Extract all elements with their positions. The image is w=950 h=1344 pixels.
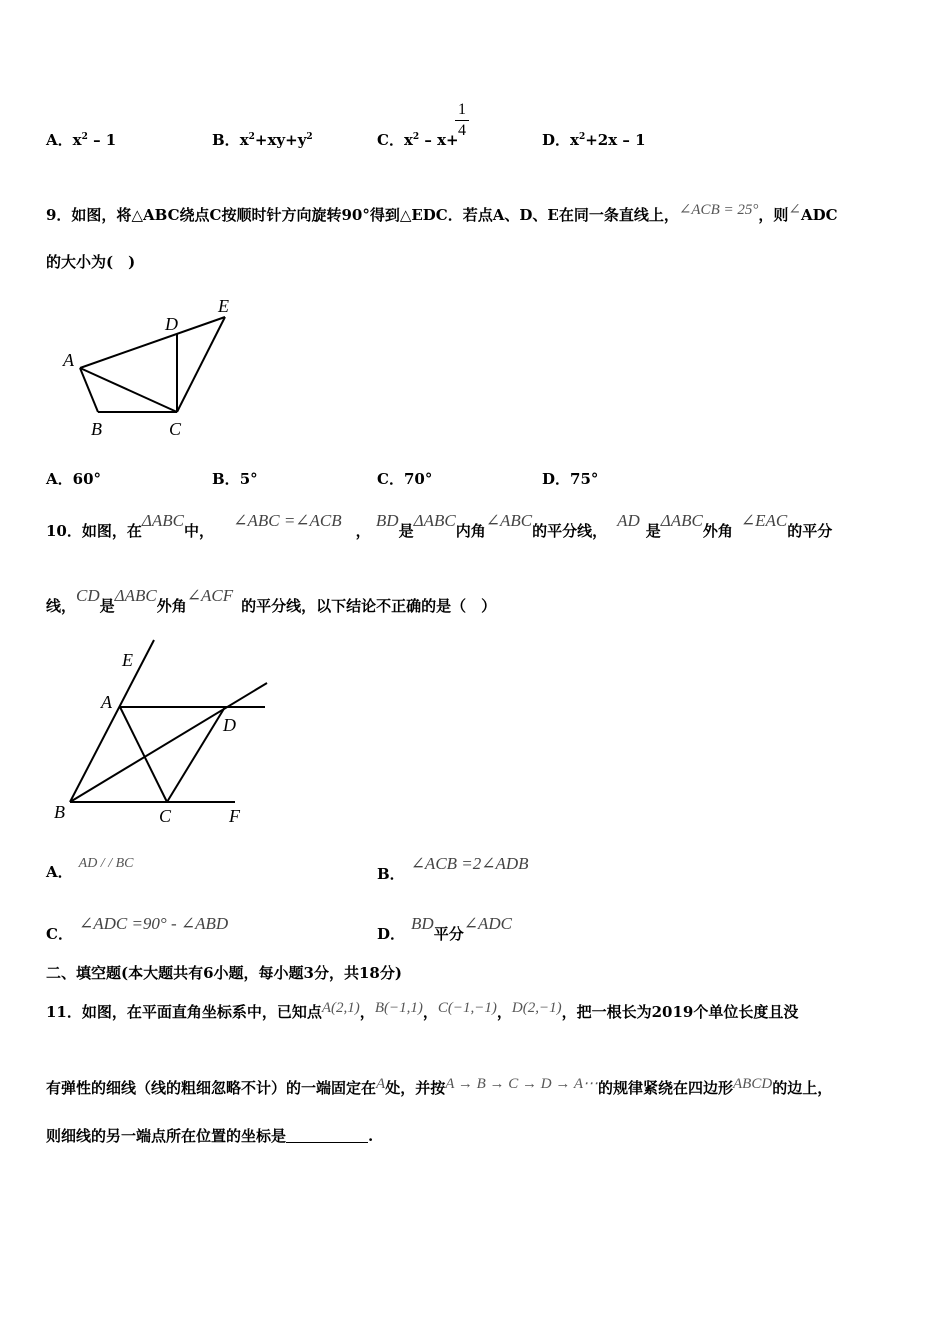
q9-option-a: A．60°: [46, 470, 102, 488]
q8-option-a: A．$x^2 - 1$: [46, 131, 117, 149]
q10-option-b: B．∠ACB =2∠ADB: [377, 854, 529, 883]
q9-option-d: D．75°: [542, 470, 599, 488]
q9-figure: [55, 290, 255, 450]
q9-label-a: A: [63, 350, 74, 370]
q8-option-b: B．$x^2+xy+y^2$: [212, 131, 313, 149]
q9-stem-line2: 的大小为( ): [46, 253, 136, 271]
q10-option-c: C．∠ADC =90° - ∠ABD: [46, 914, 229, 943]
q11-stem-line1: 11．如图，在平面直角坐标系中，已知点A(2,1)，B(−1,1)，C(−1,−1)，D(2,−1)，把一根长为2019个单位长度且没: [46, 1000, 799, 1021]
q9-label-d: D: [165, 314, 178, 334]
q9-option-b: B．5°: [212, 470, 258, 488]
q8-option-d: D．$x^2+2x - 1$: [542, 131, 646, 149]
q10-label-f: F: [229, 806, 240, 826]
q9-label-e: E: [218, 296, 229, 316]
section-2-title: 二、填空题(本大题共有6小题，每小题3分，共18分): [46, 964, 402, 982]
q10-figure: [45, 632, 275, 832]
q9-label-b: B: [91, 419, 102, 439]
q8-option-c: C．$x^2 - x+$: [377, 131, 459, 149]
q10-stem-line2: 线，CD是ΔABC外角∠ACF的平分线，以下结论不正确的是（ ）: [46, 586, 497, 615]
q10-label-a: A: [101, 692, 112, 712]
q10-label-d: D: [223, 715, 236, 735]
q10-stem-line1: 10．如图，在ΔABC中， ∠ABC =∠ACB， BD是ΔABC内角∠ABC的平分线，AD是ΔABC外角∠EAC的平分: [46, 511, 833, 540]
q9-label-c: C: [169, 419, 182, 439]
q11-stem-line3: 则细线的另一端点所在位置的坐标是 .: [46, 1127, 374, 1145]
q9-option-c: C．70°: [377, 470, 433, 488]
answer-blank[interactable]: [286, 1128, 368, 1143]
q10-label-b: B: [54, 802, 65, 822]
q9-stem-line1: 9．如图，将△ABC绕点C按顺时针方向旋转90°得到△EDC．若点A、D、E在同一条直线上，∠ACB = 25°，则∠ADC: [46, 202, 838, 224]
q11-stem-line2: 有弹性的细线（线的粗细忽略不计）的一端固定在A处，并按A → B → C → D → A⋯的规律紧绕在四边形ABCD的边上，: [46, 1076, 833, 1097]
q10-label-c: C: [159, 806, 172, 826]
q10-option-a: A． AD / / BC: [46, 856, 134, 881]
q10-option-d: D．BD平分∠ADC: [377, 914, 512, 943]
q10-label-e: E: [122, 650, 133, 670]
q8-fraction: 1 4: [455, 100, 469, 141]
